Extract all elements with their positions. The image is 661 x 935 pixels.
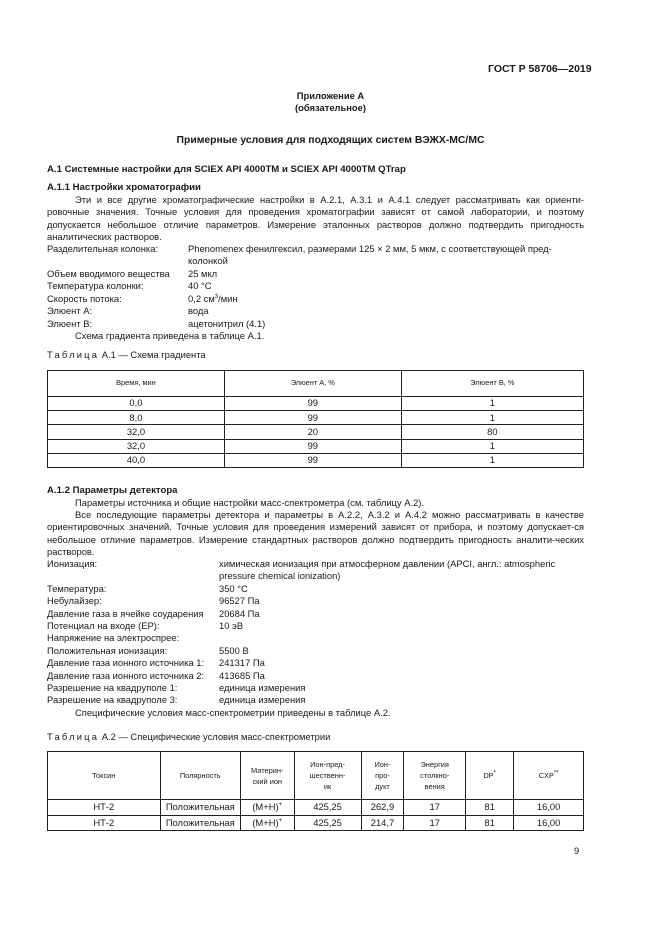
table-label: Таблица: [47, 731, 100, 742]
chromatography-params: [47, 243, 584, 342]
table-cell: 81: [466, 815, 514, 831]
table-header: Ион- про- дукт: [361, 752, 404, 800]
param-value: 10 эВ: [219, 619, 244, 631]
param-value: единица измерения: [219, 694, 306, 706]
param-key: Разделительная колонка:: [47, 243, 159, 254]
table-header: Полярность: [160, 752, 240, 800]
param-nebulizer: [47, 595, 584, 607]
table-cell: 425,25: [294, 815, 361, 831]
table-cell: 81: [466, 800, 514, 816]
param-q3-resolution: [47, 694, 584, 706]
table-row: [48, 411, 584, 425]
table-cell: 1: [401, 439, 583, 453]
param-positive-ionization: [47, 645, 584, 657]
table-a2-caption: [47, 731, 330, 743]
table-cell: 16,00: [514, 815, 584, 831]
table-cell: НТ-2: [48, 800, 161, 816]
param-value: [188, 293, 238, 305]
table-cell: 8,0: [48, 411, 225, 425]
gradient-note: Схема градиента приведена в таблице А.1.: [75, 329, 265, 341]
table-cell: 32,0: [48, 425, 225, 439]
table-cell: 99: [224, 453, 401, 467]
section-a12-para2: Все последующие параметры детектора и параметры в А.2.2, А.3.2 и А.4.2 можно рассматривать в качестве ориентировочных значений. Точные условия для проведения измерений зависят от прибора, и поэтому допускает-ся небольшое отличие параметров. Измерение стандартных растворов должно подтвердить пригодность аналити-ческих растворов.: [47, 509, 584, 558]
param-key: Небулайзер:: [47, 595, 102, 607]
table-cell: Положительная: [160, 815, 240, 831]
param-value: химическая ионизация при атмосферном давлении (APCI, англ.: atmospheric: [219, 558, 556, 569]
detector-params: [47, 558, 584, 719]
param-collision-gas: [47, 608, 584, 620]
param-value: 20684 Па: [219, 607, 260, 619]
param-ion-source-gas-2: [47, 670, 584, 682]
param-eluent-a: [47, 305, 584, 317]
table-cell: 20: [224, 425, 401, 439]
param-value: ацетонитрил (4.1): [188, 317, 266, 329]
param-flow-rate: [47, 293, 584, 305]
param-entrance-potential: [47, 620, 584, 632]
param-value-after: /мин: [218, 292, 238, 304]
param-key: Элюент А:: [47, 305, 93, 317]
param-value-cont: pressure chemical ionization): [219, 570, 341, 582]
param-value: 350 °С: [219, 582, 248, 594]
table-row: [48, 397, 584, 411]
section-a12-para1: Параметры источника и общие настройки масс-спектрометра (см. таблицу А.2).: [75, 497, 425, 508]
table-cell: 99: [224, 411, 401, 425]
table-header: Элюент А, %: [224, 371, 401, 397]
param-electrospray-voltage: [47, 632, 584, 644]
table-header: DP*: [466, 752, 514, 800]
table-header: Материн- ский ион: [240, 752, 294, 800]
param-value-sup: 3: [214, 293, 219, 300]
param-key: Давление газа ионного источника 2:: [47, 669, 205, 681]
table-cell: 99: [224, 439, 401, 453]
param-temperature: [47, 583, 584, 595]
table-row: [48, 815, 584, 831]
param-key: Разрешение на квадруполе 1:: [47, 681, 178, 693]
param-ionization: [47, 558, 584, 583]
param-value: 96527 Па: [219, 595, 260, 607]
table-cell: (M+H)+: [240, 815, 294, 831]
table-cell: НТ-2: [48, 815, 161, 831]
table-header-row: [48, 371, 584, 397]
table-cell: 17: [404, 815, 466, 831]
param-key: Напряжение на электроспрее:: [47, 632, 180, 644]
param-column-temperature: [47, 280, 584, 292]
param-value-main: 0,2 см: [188, 292, 215, 304]
table-row: [48, 800, 584, 816]
table-row: [48, 425, 584, 439]
param-eluent-b: [47, 318, 584, 330]
param-ion-source-gas-1: [47, 657, 584, 669]
table-cell: 425,25: [294, 800, 361, 816]
table-header: Время, мин: [48, 371, 225, 397]
table-header: Элюент В, %: [401, 371, 583, 397]
param-key: Давление газа в ячейке соударения: [47, 607, 204, 619]
standard-number: ГОСТ Р 58706—2019: [488, 63, 592, 75]
section-a11-title: А.1.1 Настройки хроматографии: [47, 182, 201, 193]
table-label: Таблица: [47, 349, 100, 360]
param-value: 413685 Па: [219, 669, 265, 681]
charge-sup: +: [278, 817, 283, 824]
charge-sup: +: [278, 801, 283, 808]
param-key: Разрешение на квадруполе 3:: [47, 694, 178, 706]
section-a1-title: А.1 Системные настройки для SCIEX API 4000TM и SCIEX API 4000TM QTrap: [47, 164, 406, 175]
param-key: Положительная ионизация:: [47, 644, 168, 656]
param-value-cont: колонкой: [188, 255, 228, 267]
appendix-heading: Примерные условия для подходящих систем ВЭЖХ-МС/МС: [176, 135, 485, 146]
table-cell: 16,00: [514, 800, 584, 816]
table-cell: 214,7: [361, 815, 404, 831]
table-header: CXP**: [514, 752, 584, 800]
specific-conditions-note: Специфические условия масс-спектрометрии приведены в таблице А.2.: [75, 706, 391, 718]
param-value: Phenomenex фенилгексил, размерами 125 × 2 мм, 5 мкм, с соответствующей пред-: [188, 243, 552, 254]
param-key: Элюент В:: [47, 317, 93, 329]
appendix-title: Приложение А: [296, 90, 365, 101]
table-cell: 80: [401, 425, 583, 439]
table-cell: 32,0: [48, 439, 225, 453]
table-caption-text: А.2 — Специфические условия масс-спектрометрии: [101, 731, 331, 742]
param-key: Температура:: [47, 582, 107, 594]
param-value: 40 °С: [188, 280, 212, 292]
ms-conditions-table: [47, 751, 584, 831]
table-cell: (M+H)+: [240, 800, 294, 816]
table-cell: 1: [401, 411, 583, 425]
table-caption-text: А.1 — Схема градиента: [101, 349, 206, 360]
param-value: единица измерения: [219, 681, 306, 693]
param-value: 25 мкл: [188, 268, 218, 279]
page-number: 9: [574, 845, 580, 856]
table-header: Токсин: [48, 752, 161, 800]
table-cell: Положительная: [160, 800, 240, 816]
table-row: [48, 439, 584, 453]
table-cell: 1: [401, 397, 583, 411]
table-cell: 0,0: [48, 397, 225, 411]
table-a1-caption: [47, 349, 206, 361]
table-row: [48, 453, 584, 467]
section-a12-title: А.1.2 Параметры детектора: [47, 485, 178, 496]
param-injection-volume: [47, 268, 584, 280]
gradient-table: [47, 370, 584, 468]
param-key: Давление газа ионного источника 1:: [47, 657, 205, 669]
param-key: Скорость потока:: [47, 292, 122, 304]
param-q1-resolution: [47, 682, 584, 694]
param-column: [47, 243, 584, 268]
section-a11-paragraph: Эти и все другие хроматографические настройки в А.2.1, А.3.1 и А.4.1 следует рассматривать как ориенти-ровочные значения. Точные условия для проведения хроматографии зависят от самой лаборатории, и поэтому допускается небольшое отличие параметров. Измерение эталонных растворов должно подтвердить пригодность аналитических растворов.: [47, 194, 584, 243]
param-value: 241317 Па: [219, 657, 265, 669]
param-value: 5500 В: [219, 644, 249, 656]
param-key: Объем вводимого вещества: [47, 268, 170, 279]
table-cell: 262,9: [361, 800, 404, 816]
appendix-subtitle: (обязательное): [295, 102, 366, 113]
param-value: вода: [188, 305, 209, 317]
table-cell: 40,0: [48, 453, 225, 467]
table-header: Ион-пред- шественн- ик: [294, 752, 361, 800]
table-header-row: [48, 752, 584, 800]
param-key: Ионизация:: [47, 558, 98, 569]
table-cell: 17: [404, 800, 466, 816]
table-cell: 99: [224, 397, 401, 411]
param-key: Температура колонки:: [47, 280, 144, 292]
table-header: Энергия столкно- вения: [404, 752, 466, 800]
param-key: Потенциал на входе (ЕР):: [47, 619, 160, 631]
table-cell: 1: [401, 453, 583, 467]
